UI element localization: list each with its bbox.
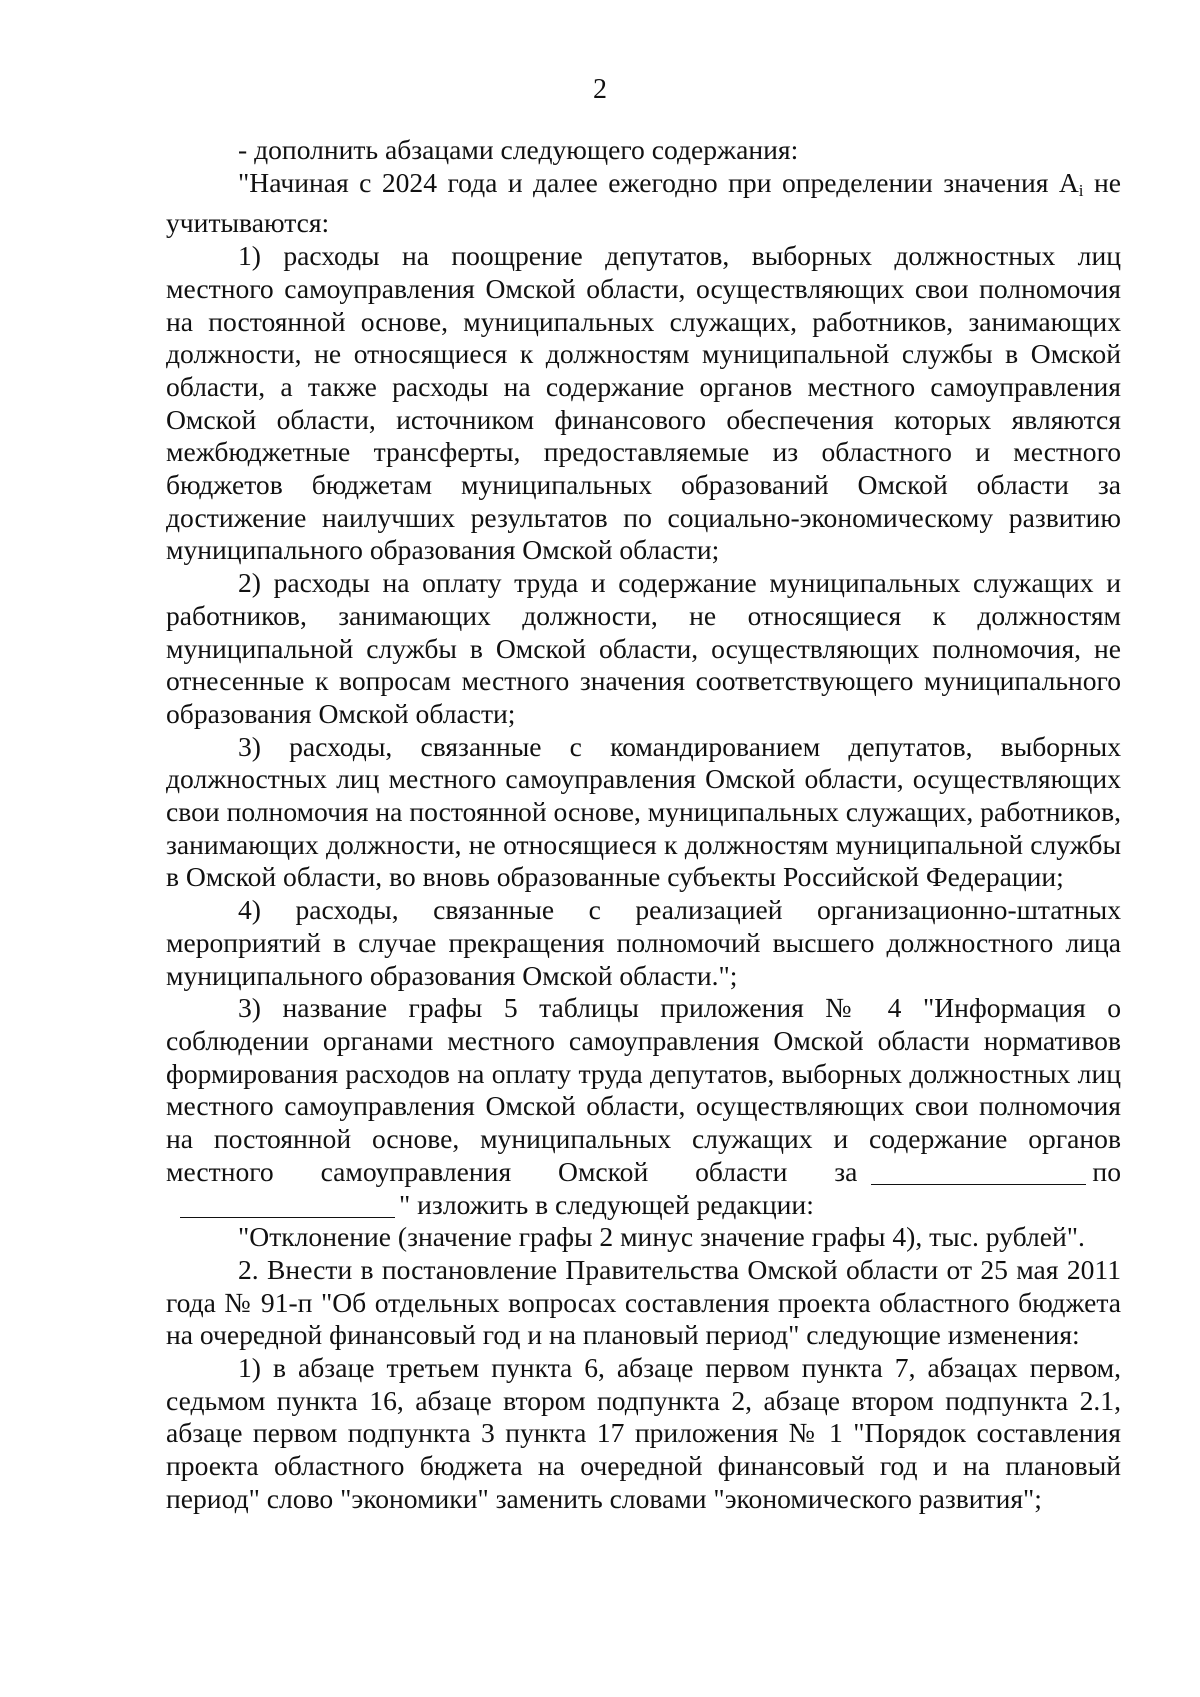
blank-line-from xyxy=(871,1158,1086,1185)
paragraph-quote-tail: не учитываются: xyxy=(166,166,1121,239)
paragraph-intro: - дополнить абзацами следующего содержания: xyxy=(238,134,799,165)
paragraph-quote-text: "Начиная с 2024 года и далее ежегодно при определении значения А xyxy=(238,166,1079,198)
paragraph-item-1: 1) расходы на поощрение депутатов, выборных должностных лиц местного самоуправления Омской области, осуществляющих свои полномочия на постоянной основе, муниципальных служащих, работников, занимающих должности, не относящиеся к должностям муниципальной службы в Омской области, а также расходы на содержание органов местного самоуправления Омской области, источником финансового обеспечения которых являются межбюджетные трансферты, предоставляемые из областного и местного бюджетов бюджетам муниципальных образований Омской области за достижение наилучших результатов по социально-экономическому развитию муниципального образования Омской области; xyxy=(166,240,1121,566)
page-number: 2 xyxy=(593,74,607,105)
blank-line-to xyxy=(180,1191,395,1218)
paragraph-item-2: 2) расходы на оплату труда и содержание муниципальных служащих и работников, занимающих должности, не относящиеся к должностям муниципальной службы в Омской области, осуществляющих полномочия, не отнесенные к вопросам местного значения соответствующего муниципального образования Омской области; xyxy=(166,567,1121,729)
paragraph-section-2: 2. Внести в постановление Правительства Омской области от 25 мая 2011 года № 91-п "Об отдельных вопросах составления проекта областного бюджета на очередной финансовый год и на плановый период" следующие изменения: xyxy=(166,1253,1121,1351)
paragraph-item-3: 3) расходы, связанные с командированием депутатов, выборных должностных лиц местного самоуправления Омской области, осуществляющих свои полномочия на постоянной основе, муниципальных служащих, работников, занимающих должности, не относящиеся к должностям муниципальной службы в Омской области, во вновь образованные субъекты Российской Федерации; xyxy=(166,730,1121,893)
column-title-po: по xyxy=(1092,1155,1121,1187)
paragraph-item-4: 4) расходы, связанные с реализацией организационно-штатных мероприятий в случае прекращения полномочий высшего должностного лица муниципального образования Омской области."; xyxy=(166,894,1121,991)
paragraph-quote-start xyxy=(166,167,1121,240)
column-title-text: 3) название графы 5 таблицы приложения № 4 "Информация о соблюдении органами местного самоуправления Омской области нормативов формирования расходов на оплату труда депутатов, выборных должностных лиц местного самоуправления Омской области, осуществляющих свои полномочия на постоянной основе, муниципальных служащих и содержание органов местного самоуправления Омской области за xyxy=(166,992,1121,1187)
column-title-tail: " изложить в следующей редакции: xyxy=(399,1188,814,1220)
subscript-index: i xyxy=(1078,180,1084,200)
document-body xyxy=(166,134,1121,1516)
paragraph-section-2-item-1: 1) в абзаце третьем пункта 6, абзаце первом пункта 7, абзацах первом, седьмом пункта 16, абзаце втором подпункта 2, абзаце втором подпункта 2.1, абзаце первом подпункта 3 пункта 17 приложения № 1 "Порядок составления проекта областного бюджета на очередной финансовый год и на плановый период" слово "экономики" заменить словами "экономического развития"; xyxy=(166,1352,1121,1514)
paragraph-new-column-name: "Отклонение (значение графы 2 минус значение графы 4), тыс. рублей". xyxy=(238,1221,1085,1253)
paragraph-column-title xyxy=(166,992,1121,1221)
